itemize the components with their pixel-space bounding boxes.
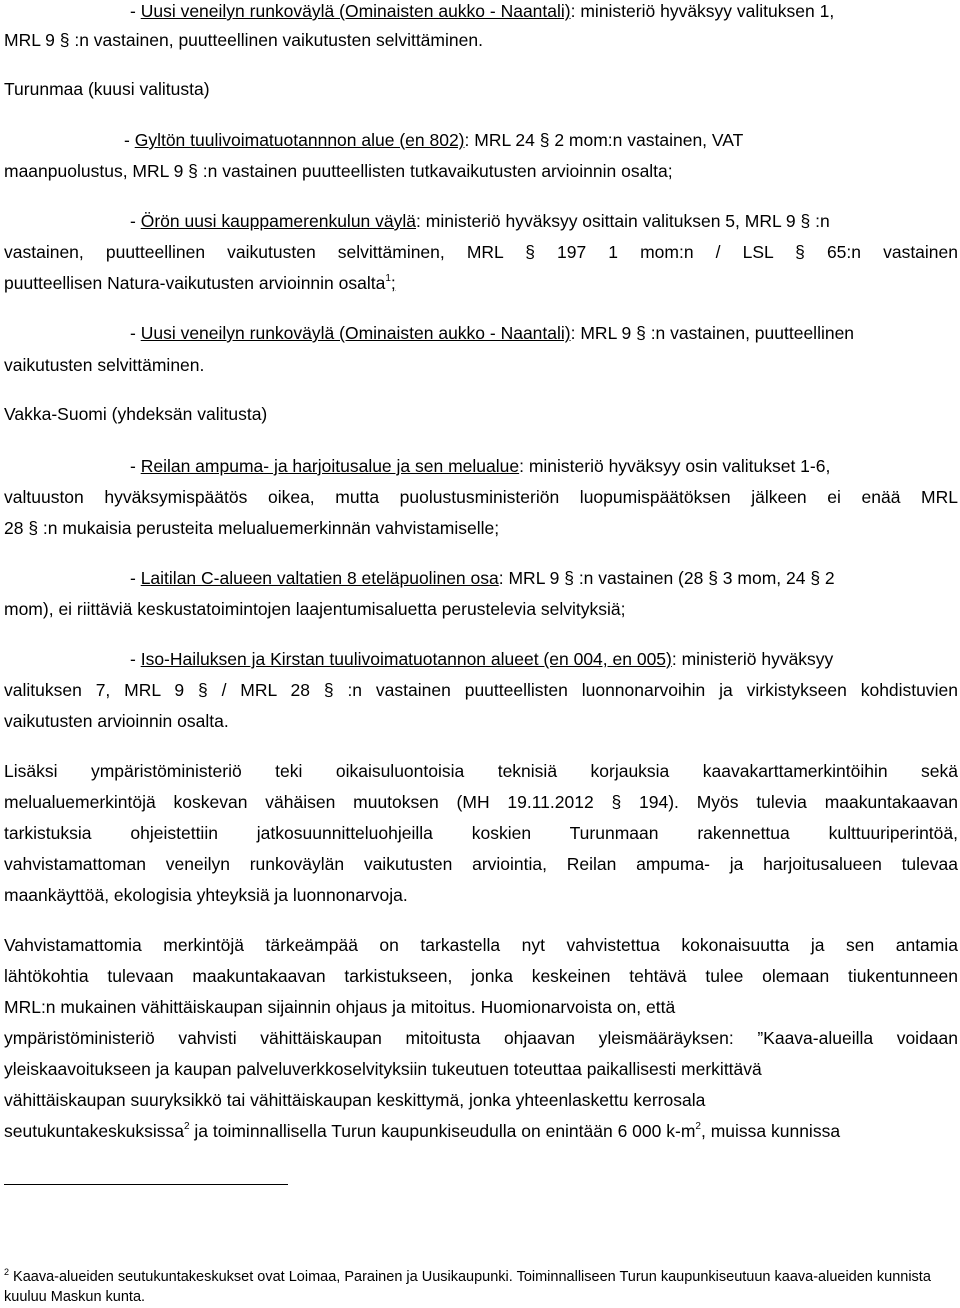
paragraph-line: Lisäksi ympäristöministeriö teki oikaisuluontoisia teknisiä korjauksia kaavakarttamerkintöihin sekä [4, 761, 958, 781]
item-title: Iso-Hailuksen ja Kirstan tuulivoimatuotannon alueet (en 004, en 005) [140, 649, 672, 669]
footnote-ref: 2 [183, 1121, 190, 1132]
paragraph-line: puutteellisen Natura-vaikutusten arvioinnin osalta$^1$; [4, 273, 396, 293]
paragraph-line: seutukuntakeskuksissa$^2$ ja toiminnallisella Turun kaupunkiseudulla on enintään 6 000 $k-m^2$, muissa kunnissa [4, 1121, 841, 1141]
paragraph-line: valituksen 7, MRL 9 § / MRL 28 § :n vastainen puutteellisten luonnonarvoihin ja virkistykseen kohdistuvien [4, 680, 958, 700]
list-item-laitila: - Laitilan C-alueen valtatien 8 eteläpuolinen osa: MRL 9 § :n vastainen (28 § 3 mom, 24 § 2 [130, 568, 835, 588]
paragraph-line: vähittäiskaupan suuryksikkö tai vähittäiskaupan keskittymä, jonka yhteenlaskettu kerrosala [4, 1090, 706, 1110]
item-title: Örön uusi kauppamerenkulun väylä [140, 211, 417, 231]
paragraph-line: tarkistuksia ohjeistettiin jatkosuunnitteluohjeilla koskien Turunmaan rakennettua kulttuuriperintöä, [4, 823, 958, 843]
section-heading-vakka-suomi: Vakka-Suomi (yhdeksän valitusta) [4, 404, 268, 424]
footnote: $^2$ Kaava-alueiden seutukuntakeskukset ovat Loimaa, Parainen ja Uusikaupunki. Toiminnalliseen Turun kaupunkiseutuun kaava-alueiden kunnista [4, 1267, 931, 1285]
paragraph-line: mom), ei riittäviä keskustatoimintojen laajentumisaluetta perustelevia selvityksiä; [4, 599, 626, 619]
list-item-iso-hailuks: - Iso-Hailuksen ja Kirstan tuulivoimatuotannon alueet (en 004, en 005): ministeriö hyväksyy [130, 649, 834, 669]
paragraph-line: vaikutusten arvioinnin osalta. [4, 711, 229, 731]
paragraph-line: MRL 9 § :n vastainen, puutteellinen vaikutusten selvittäminen. [4, 30, 483, 50]
paragraph-line: valtuuston hyväksymispäätös oikea, mutta puolustusministeriön luopumispäätöksen jälkeen ei enää MRL [4, 487, 958, 507]
item-title: Uusi veneilyn runkoväylä (Ominaisten aukko - Naantali) [140, 323, 571, 343]
list-item-reila: - Reilan ampuma- ja harjoitusalue ja sen melualue: ministeriö hyväksyy osin valitukset 1-6, [130, 456, 831, 476]
footnote-line: kuuluu Maskun kunta. [4, 1289, 146, 1305]
paragraph-line: melualuemerkintöjä koskevan vähäisen muutoksen (MH 19.11.2012 § 194). Myös tulevia maakuntakaavan [4, 792, 958, 812]
paragraph-line: vahvistamattoman veneilyn runkoväylän vaikutusten arviointia, Reilan ampuma- ja harjoitusalueen tulevaa [4, 854, 958, 874]
superscript: 2 [695, 1121, 701, 1132]
paragraph-line: maanpuolustus, MRL 9 § :n vastainen puutteellisten tutkavaikutusten arvioinnin osalta; [4, 161, 673, 181]
list-item-gylto: - Gyltön tuulivoimatuotannnon alue (en 802): MRL 24 § 2 mom:n vastainen, VAT [124, 130, 744, 150]
footnote-mark: 2 [4, 1267, 10, 1277]
list-item-oro: - Örön uusi kauppamerenkulun väylä: ministeriö hyväksyy osittain valituksen 5, MRL 9 § :n [130, 211, 830, 231]
paragraph-line: yleiskaavoitukseen ja kaupan palveluverkkoselvityksiin tukeutuen toteuttaa paikallisesti merkittävä [4, 1059, 762, 1079]
paragraph-line: Vahvistamattomia merkintöjä tärkeämpää on tarkastella nyt vahvistettua kokonaisuutta ja sen antamia [4, 935, 958, 955]
item-title: Gyltön tuulivoimatuotannnon alue (en 802) [134, 130, 465, 150]
section-heading-turunmaa: Turunmaa (kuusi valitusta) [4, 79, 210, 99]
paragraph-line: vaikutusten selvittäminen. [4, 355, 205, 375]
paragraph-line: lähtökohtia tulevaan maakuntakaavan tarkistukseen, jonka keskeinen tehtävä tulee olemaan tiukentunneen [4, 966, 958, 986]
paragraph-line: maankäyttöä, ekologisia yhteyksiä ja luonnonarvoja. [4, 885, 408, 905]
list-item-veneilyvayla-2: - Uusi veneilyn runkoväylä (Ominaisten aukko - Naantali): MRL 9 § :n vastainen, puutteellinen [130, 323, 855, 343]
paragraph-line: ympäristöministeriö vahvisti vähittäiskaupan mitoitusta ohjaavan yleismääräyksen: ”Kaava-alueilla voidaan [4, 1028, 958, 1048]
item-title: Uusi veneilyn runkoväylä (Ominaisten aukko - Naantali) [140, 1, 571, 21]
list-item-veneilyvayla: - Uusi veneilyn runkoväylä (Ominaisten aukko - Naantali): ministeriö hyväksyy valituksen 1, [130, 1, 835, 21]
footnote-separator [4, 1184, 288, 1185]
paragraph-line: 28 § :n mukaisia perusteita melualuemerkinnän vahvistamiselle; [4, 518, 500, 538]
paragraph-line: vastainen, puutteellinen vaikutusten selvittäminen, MRL § 197 1 mom:n / LSL § 65:n vastainen [4, 242, 958, 262]
item-title: Laitilan C-alueen valtatien 8 eteläpuolinen osa [140, 568, 499, 588]
footnote-ref: 1 [385, 273, 391, 284]
item-title: Reilan ampuma- ja harjoitusalue ja sen melualue [140, 456, 520, 476]
paragraph-line: MRL:n mukainen vähittäiskaupan sijainnin ohjaus ja mitoitus. Huomionarvoista on, että [4, 997, 676, 1017]
